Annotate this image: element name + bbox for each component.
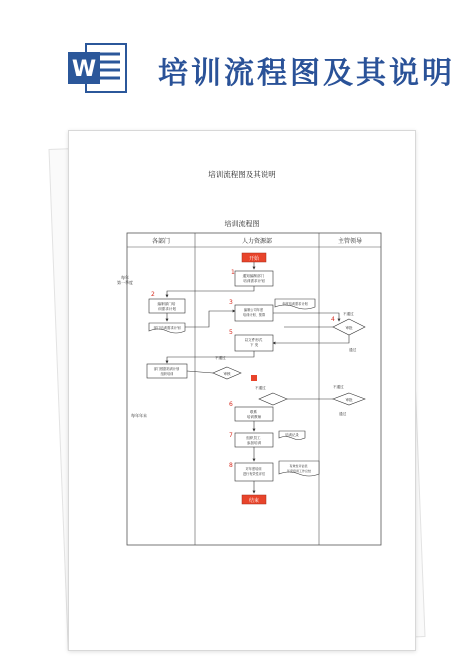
annual-plan-label: 年度培训需求计划 [282, 302, 308, 306]
step4-pass-label: 通过 [349, 348, 357, 352]
lane-header-hr: 人力资源部 [241, 238, 273, 245]
banner-title: 培训流程图及其说明 [158, 56, 455, 91]
step1-label-line1: 通知编制部门 [242, 274, 265, 278]
edge-step4-pass [273, 335, 349, 343]
step2-label-line1: 编制部门培 [157, 302, 176, 306]
document-page [68, 130, 416, 651]
right-fail-label: 不通过 [255, 386, 266, 390]
side-label-annual-line1: 每年 [121, 275, 129, 280]
dept-plan-label: 部门培训需求计划 [153, 326, 181, 330]
step8-label-line2: 进行有效性评估 [242, 472, 266, 476]
step6-label-line1: 联系 [249, 410, 258, 414]
side-label-annual-line2: 第一季度 [117, 280, 133, 285]
step-number-4: 4 [331, 316, 335, 323]
mid-review-label: 审核 [223, 372, 231, 376]
step3-label-line2: 培训计划、预算 [242, 313, 266, 317]
flowchart [69, 131, 415, 650]
step-number-1: 1 [231, 269, 235, 276]
right-fail-label-2: 不通过 [333, 385, 344, 389]
word-document-icon [66, 40, 128, 96]
step4-fail-label: 不通过 [343, 312, 354, 316]
page-connector-marker [251, 375, 257, 381]
step4-label: 审批 [345, 326, 353, 330]
step6-label-line2: 培训教师 [246, 415, 262, 419]
edge-step1-step2 [167, 286, 254, 297]
lane-header-departments: 各部门 [151, 238, 171, 245]
right-review-decision [259, 393, 287, 405]
step7-label-line2: 参加培训 [246, 441, 262, 445]
side-label-annual [117, 274, 133, 285]
edge-step3-step4 [273, 313, 339, 321]
word-icon-letter: W [71, 57, 97, 82]
dept-org-label-line1: 部门根据培训计划 [153, 367, 180, 371]
start-label: 开始 [248, 256, 260, 262]
document-title: 培训流程图及其说明 [208, 170, 276, 179]
edge-step5-deptorg [167, 351, 254, 363]
training-record-label: 培训记录 [285, 433, 299, 437]
document-subtitle: 培训流程图 [224, 220, 260, 228]
step1-label-line2: 培训需求计划 [243, 279, 265, 283]
side-label-monthly: 每年年末 [131, 413, 147, 418]
step-number-6: 6 [229, 401, 233, 408]
edge-deptorg-review [187, 371, 213, 373]
step-number-7: 7 [229, 432, 233, 439]
step5-label-line2: 下 发 [249, 343, 259, 347]
step5-label-line1: 以文件形式 [244, 338, 263, 342]
eval-report-label-line2: 年度培训工作总结 [286, 469, 312, 473]
step-number-3: 3 [229, 299, 233, 306]
right-pass-label: 通过 [339, 412, 347, 416]
lane-header-leaders: 主管领导 [337, 238, 363, 245]
right-approve-label: 审批 [345, 398, 353, 402]
header-banner [0, 0, 474, 120]
step2-label-line2: 训需求计划 [158, 307, 176, 311]
step8-label-line1: 对年度培训 [245, 467, 262, 471]
deptorg-fail-label: 不通过 [215, 356, 226, 360]
dept-org-label-line2: 组织培训 [160, 372, 174, 376]
edge-deptplan-step3 [185, 311, 235, 327]
end-label: 结束 [248, 498, 260, 504]
step3-label-line1: 编制公司年度 [243, 308, 264, 312]
step-number-2: 2 [151, 291, 155, 298]
eval-report-label-line1: 有效性评估表 [289, 464, 308, 468]
step-number-8: 8 [229, 462, 233, 469]
step-number-5: 5 [229, 329, 233, 336]
step7-label-line1: 组织员工 [246, 436, 261, 440]
